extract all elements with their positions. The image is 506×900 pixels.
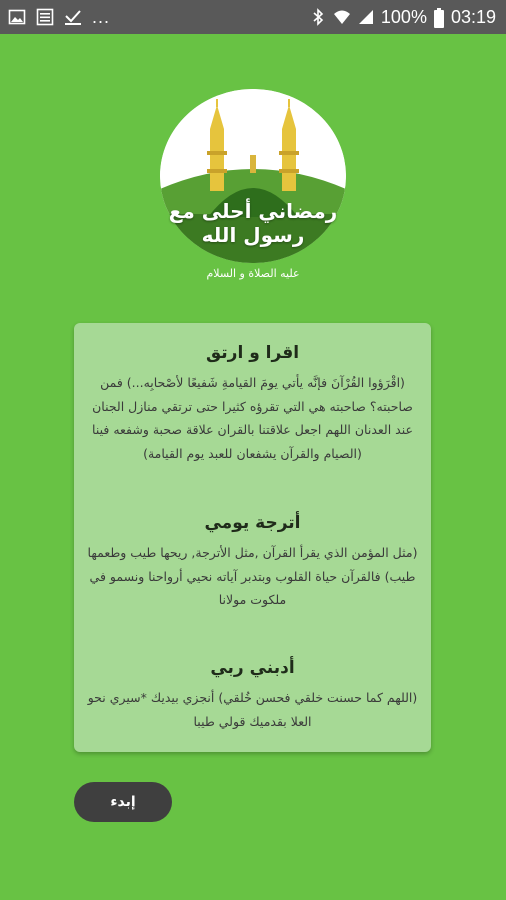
battery-icon — [433, 8, 445, 26]
checkmark-icon — [64, 8, 82, 26]
logo-subtitle: عليه الصلاة و السلام — [206, 267, 300, 280]
wifi-icon — [333, 8, 351, 26]
status-bar — [0, 0, 506, 34]
notification-icons — [8, 0, 110, 34]
section-title-read: اقرا و ارتق — [205, 343, 300, 363]
section-body-citron: (مثل المؤمن الذي يقرأ القرآن ,مثل الأترجة, ريحها طيب وطعمها طيب) فالقرآن حياة القلوب وبتدبر آياته نحيي أرواحنا ونسمو في ملكوت مولانا — [87, 545, 418, 607]
clock: 03:19 — [450, 6, 496, 27]
list-icon — [36, 8, 54, 26]
logo-title: رمضاني أحلى مع رسول الله — [168, 199, 338, 247]
section-title-citron: أترجة يومي — [204, 513, 301, 533]
image-icon — [8, 8, 26, 26]
section-body-read: (اقْرَؤوا القُرْآنَ فإنَّه يأتي يومَ القيامةِ شَفيعًا لأصْحابِه...) فمن صاحبته؟ صاحبته هي التي تقرؤه كثيرا حتى ترتقي منازل الجنان عند العدنان اللهم اجعل علاقتنا بالقران علاقة صحبة وشفعه فينا (الصيام والقرآن يشفعان للعبد يوم القيامة) — [92, 375, 413, 461]
start-button[interactable]: إبدء — [74, 782, 172, 822]
signal-icon — [357, 8, 375, 26]
battery-percent: 100% — [380, 6, 427, 27]
section-body-manners: (اللهم كما حسنت خلقي فحسن خُلقي) أنجزي بيديك *سيري نحو العلا بقدميك قولي طيبا — [87, 690, 418, 729]
overflow-dots: ... — [92, 6, 111, 27]
bluetooth-icon — [309, 8, 327, 26]
section-title-manners: أدبني ربي — [210, 658, 295, 678]
content-card — [74, 323, 431, 752]
system-icons — [309, 0, 496, 34]
